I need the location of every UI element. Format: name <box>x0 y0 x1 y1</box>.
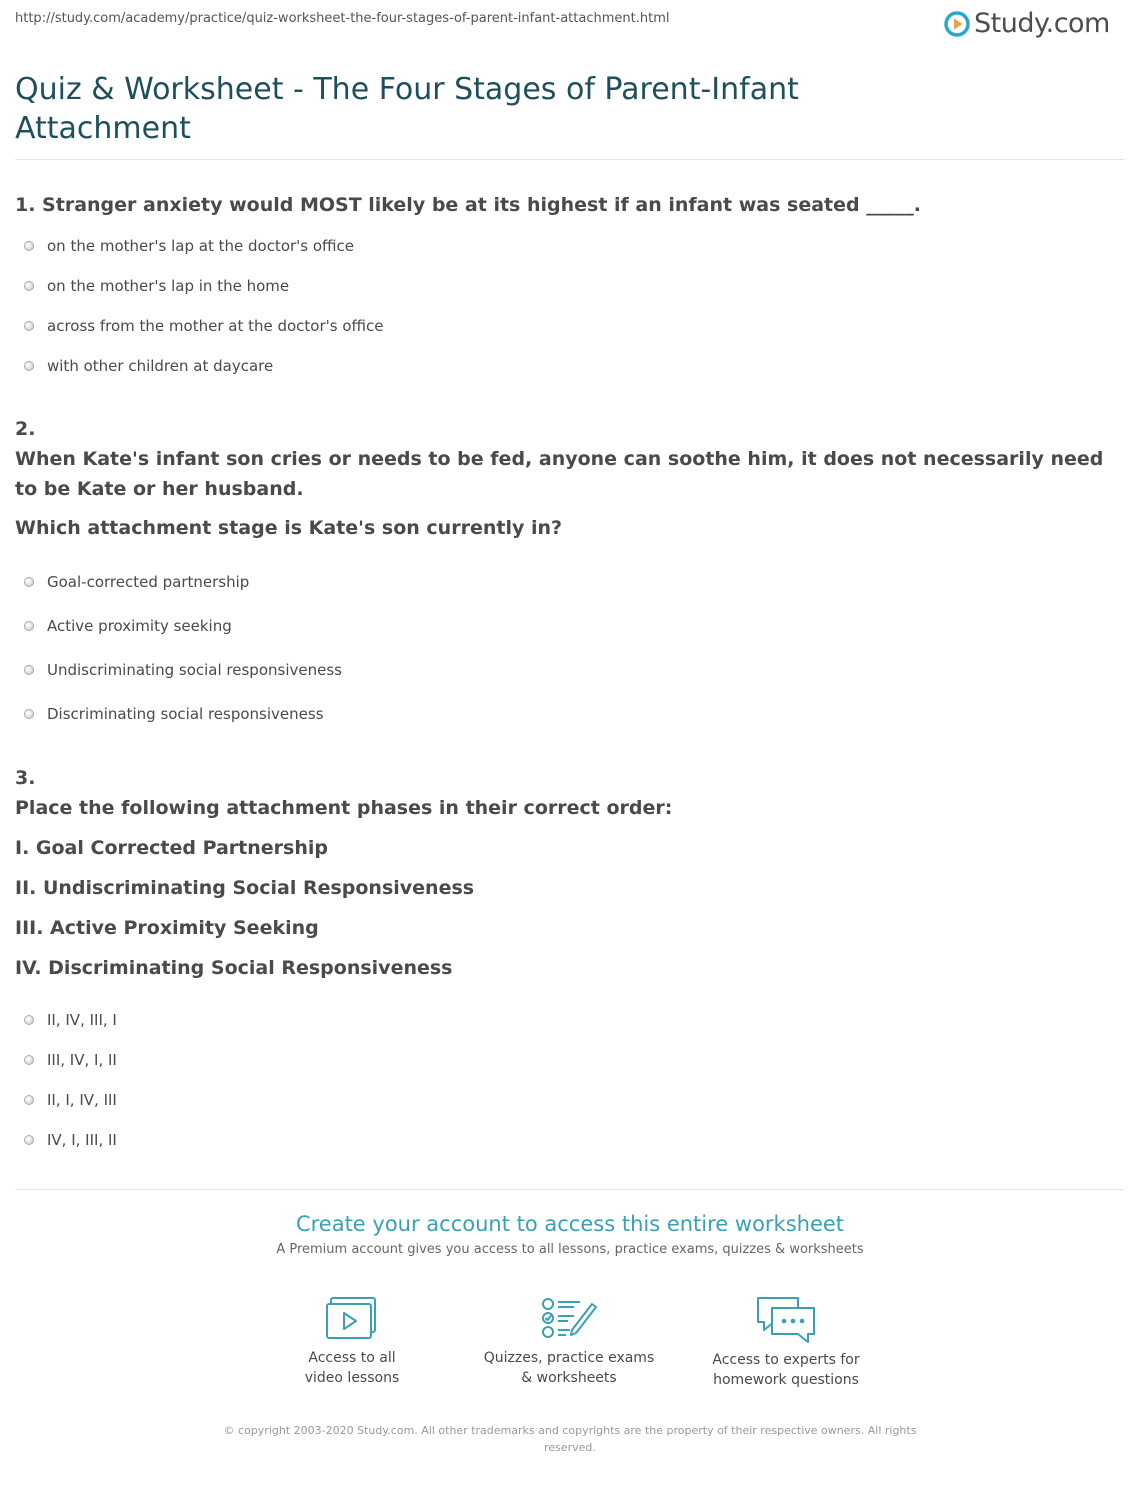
radio-button[interactable] <box>24 1095 34 1105</box>
question-1-option-2[interactable] <box>24 277 289 295</box>
option-label: III, IV, I, II <box>47 1051 117 1069</box>
chat-bubbles-icon <box>754 1296 818 1344</box>
question-1-option-3[interactable] <box>24 317 384 335</box>
question-2-option-3[interactable] <box>24 661 342 679</box>
option-label: Goal-corrected partnership <box>47 573 250 591</box>
question-3-option-1[interactable] <box>24 1011 117 1029</box>
radio-button[interactable] <box>24 281 34 291</box>
feature-video-lessons <box>242 1296 462 1388</box>
create-account-link[interactable]: Create your account to access this entire worksheet <box>295 1212 845 1236</box>
question-3-item-4: IV. Discriminating Social Responsiveness <box>15 957 453 979</box>
question-1-option-1[interactable] <box>24 237 354 255</box>
feature-label: Access to all video lessons <box>304 1350 400 1386</box>
question-2-text: When Kate's infant son cries or needs to be fed, anyone can soothe him, it does not necessarily need to be Kate or her husband. <box>15 448 1104 500</box>
question-3-item-2: II. Undiscriminating Social Responsiveness <box>15 877 475 899</box>
page-title: Quiz & Worksheet - The Four Stages of Parent-Infant Attachment <box>15 72 799 146</box>
divider <box>15 159 1125 160</box>
logo-text: Study.com <box>974 8 1110 39</box>
study-logo[interactable] <box>944 8 1110 39</box>
question-2-number: 2. <box>15 418 36 440</box>
radio-button[interactable] <box>24 621 34 631</box>
question-2-option-2[interactable] <box>24 617 232 635</box>
option-label: Active proximity seeking <box>47 617 232 635</box>
radio-button[interactable] <box>24 241 34 251</box>
feature-label: Quizzes, practice exams & worksheets <box>483 1350 655 1386</box>
option-label: on the mother's lap at the doctor's office <box>47 237 355 255</box>
feature-quizzes <box>459 1296 679 1388</box>
play-circle-icon <box>944 11 970 37</box>
feature-label: Access to experts for homework questions <box>712 1352 860 1388</box>
video-lesson-icon <box>325 1296 379 1342</box>
option-label: across from the mother at the doctor's office <box>47 317 384 335</box>
premium-description: A Premium account gives you access to all lessons, practice exams, quizzes & worksheets <box>276 1242 864 1257</box>
option-label: Discriminating social responsiveness <box>47 705 324 723</box>
option-label: IV, I, III, II <box>47 1131 117 1149</box>
radio-button[interactable] <box>24 665 34 675</box>
page-url: http://study.com/academy/practice/quiz-worksheet-the-four-stages-of-parent-infant-attachment.html <box>15 11 670 26</box>
copyright-footer: © copyright 2003-2020 Study.com. All other trademarks and copyrights are the property of their respective owners. All rights reserved. <box>223 1424 917 1454</box>
question-3-number: 3. <box>15 767 36 789</box>
question-2-option-4[interactable] <box>24 705 324 723</box>
question-2-prompt: Which attachment stage is Kate's son currently in? <box>15 517 563 539</box>
option-label: Undiscriminating social responsiveness <box>47 661 342 679</box>
option-label: II, I, IV, III <box>47 1091 117 1109</box>
question-1-text: 1. Stranger anxiety would MOST likely be at its highest if an infant was seated _____. <box>15 194 921 216</box>
question-3-prompt: Place the following attachment phases in their correct order: <box>15 797 673 819</box>
option-label: on the mother's lap in the home <box>47 277 290 295</box>
question-3-item-3: III. Active Proximity Seeking <box>15 917 319 939</box>
radio-button[interactable] <box>24 1135 34 1145</box>
radio-button[interactable] <box>24 361 34 371</box>
question-3-option-3[interactable] <box>24 1091 117 1109</box>
feature-experts <box>676 1296 896 1390</box>
question-1-option-4[interactable] <box>24 357 273 375</box>
option-label: with other children at daycare <box>47 357 274 375</box>
question-3-option-4[interactable] <box>24 1131 117 1149</box>
radio-button[interactable] <box>24 577 34 587</box>
radio-button[interactable] <box>24 709 34 719</box>
radio-button[interactable] <box>24 1055 34 1065</box>
question-2-option-1[interactable] <box>24 573 249 591</box>
question-3-item-1: I. Goal Corrected Partnership <box>15 837 328 859</box>
option-label: II, IV, III, I <box>47 1011 117 1029</box>
radio-button[interactable] <box>24 1015 34 1025</box>
divider <box>15 1189 1125 1190</box>
question-3-option-2[interactable] <box>24 1051 117 1069</box>
radio-button[interactable] <box>24 321 34 331</box>
quiz-checklist-icon <box>540 1296 598 1342</box>
